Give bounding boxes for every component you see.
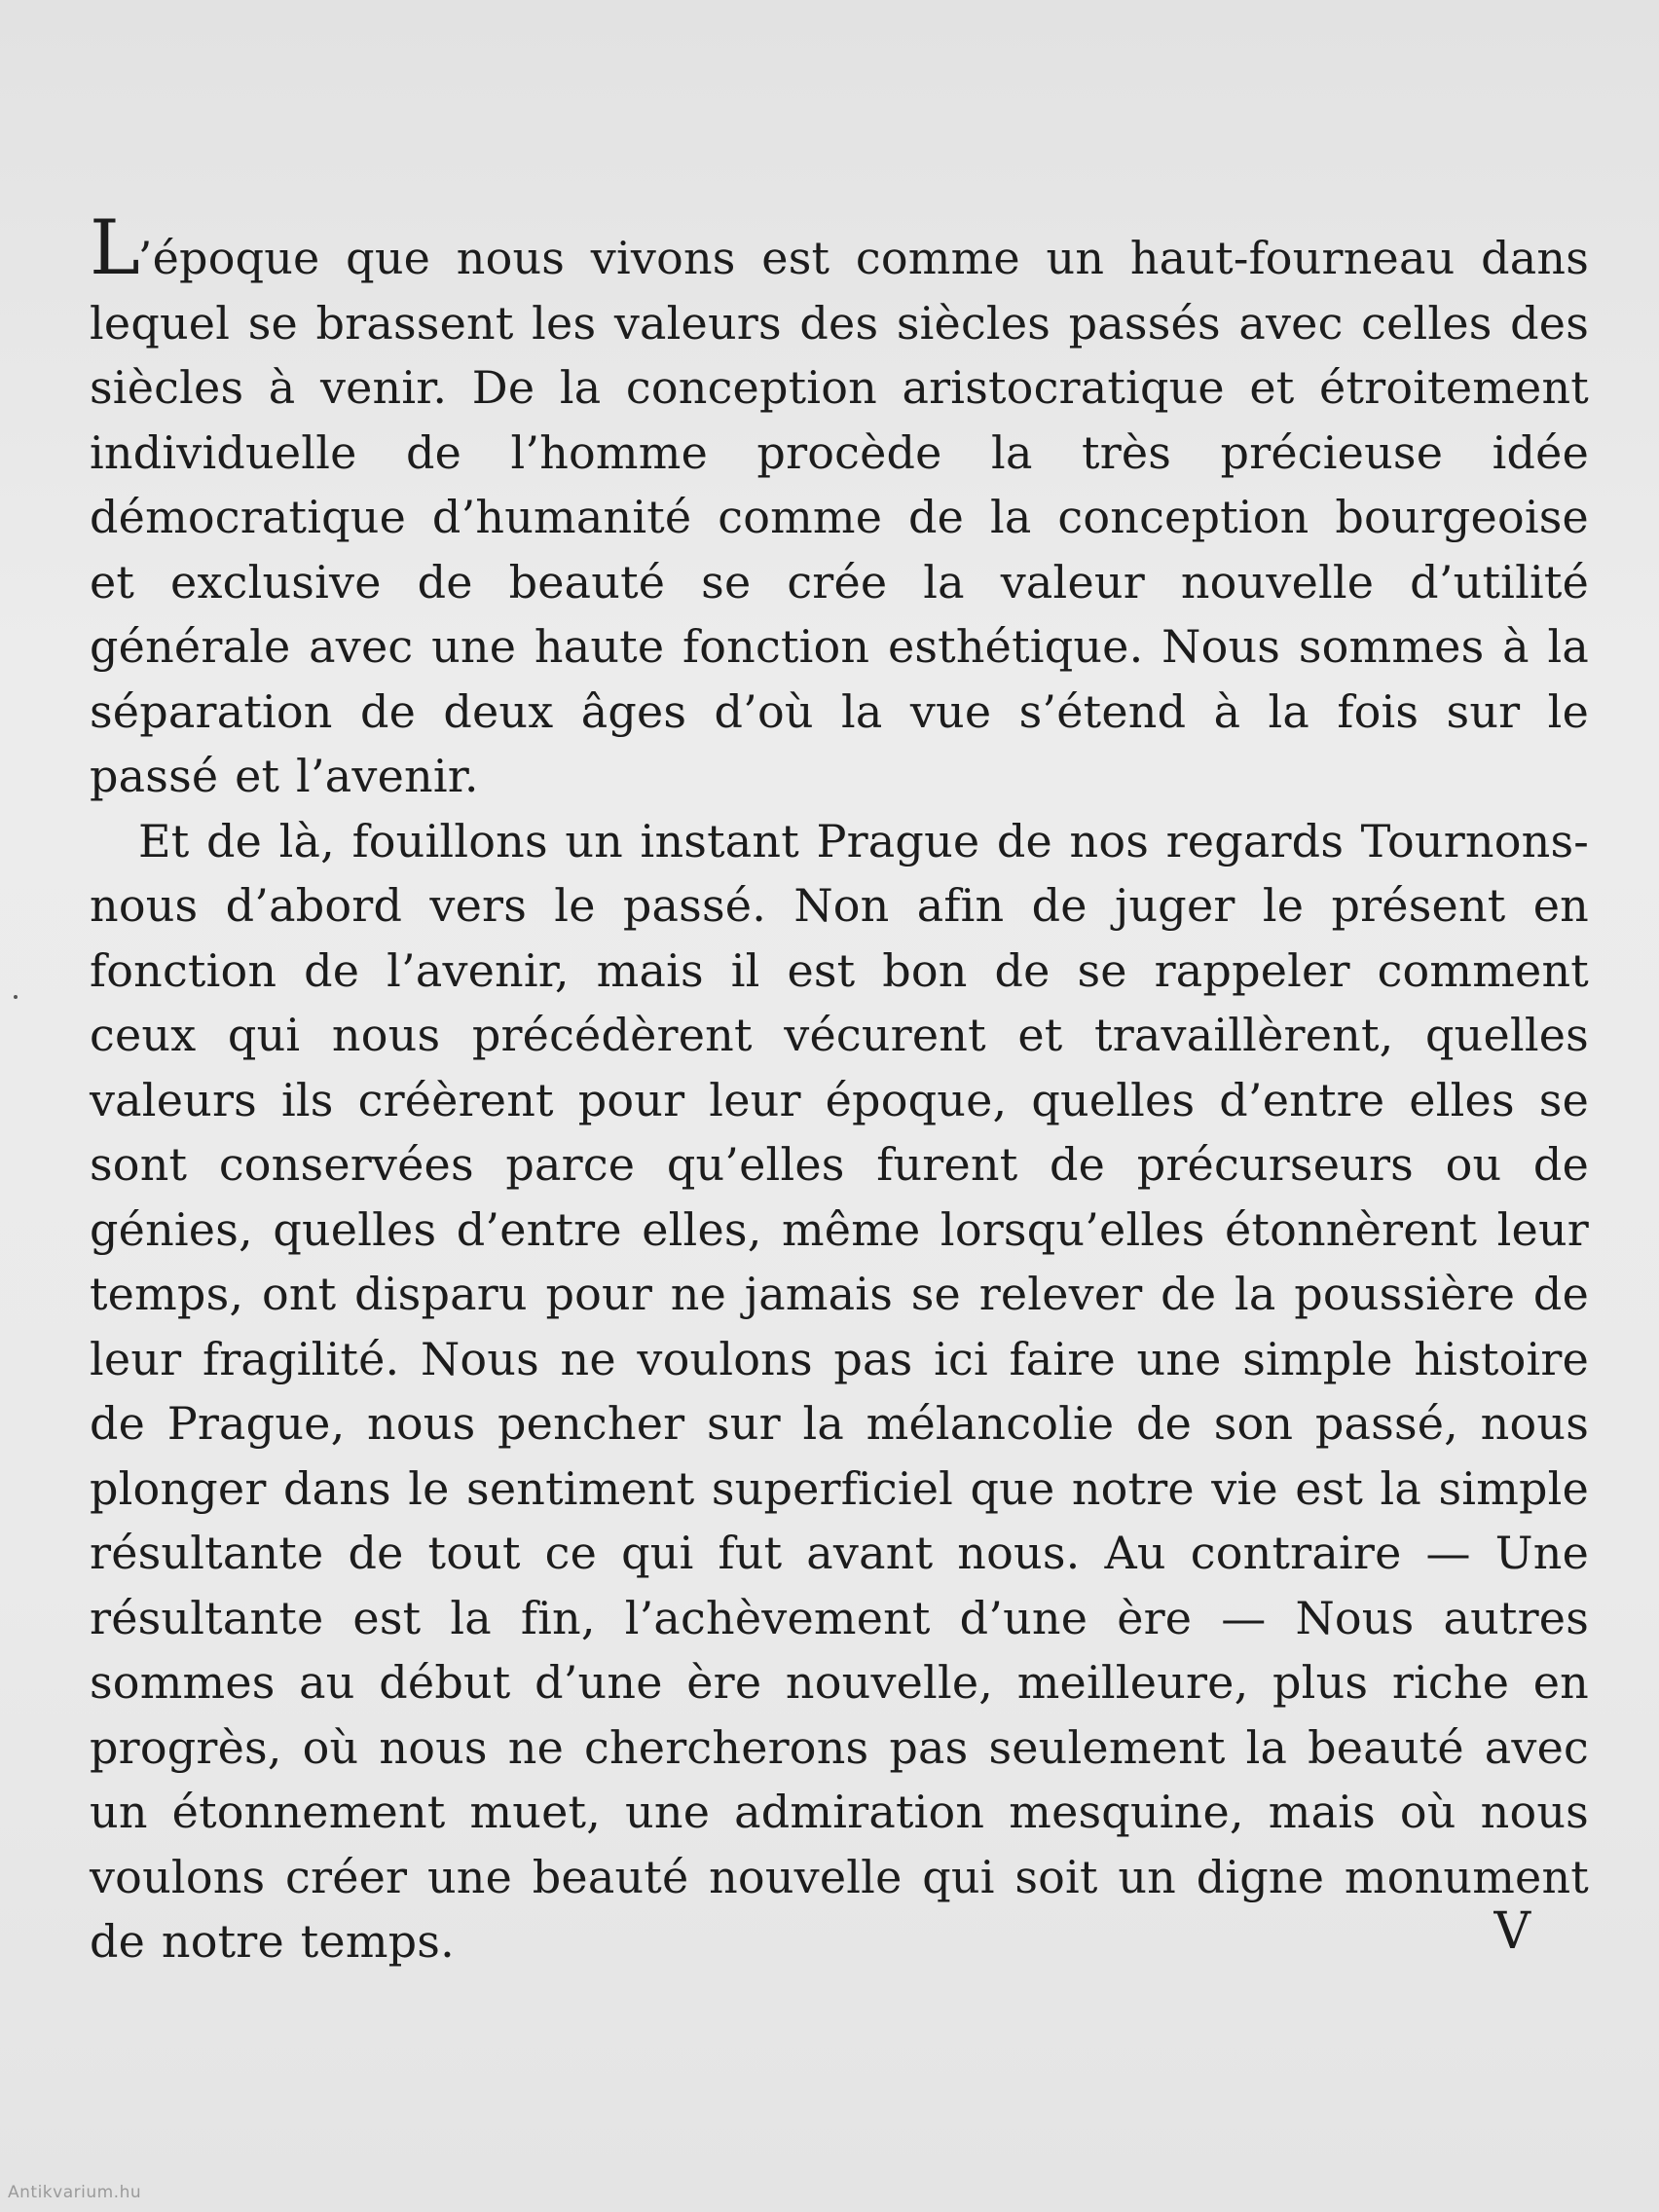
- paragraph-1-text: ’époque que nous vivons est comme un haut-fourneau dans lequel se brassent les valeurs des siècles passés avec celles des siècles à venir. De la conception aristocratique et étroitement individuelle de l’homme procède la très précieuse idée démocratique d’humanité comme de la conception bourgeoise et exclusive de beauté se crée la valeur nouvelle d’utilité générale avec une haute fonction esthétique. Nous sommes à la séparation de deux âges d’où la vue s’étend à la fois sur le passé et l’avenir.: [90, 232, 1589, 802]
- show-through-bleed: [0, 0, 1659, 185]
- paragraph-2: Et de là, fouillons un instant Prague de nos regards Tournons-nous d’abord vers le passé. Non afin de juger le présent en fonction de l’avenir, mais il est bon de se rappeler comment ceux qui nous précédèrent vécurent et travaillèrent, quelles valeurs ils créèrent pour leur époque, quelles d’entre elles se sont conservées parce qu’elles furent de précurseurs ou de génies, quelles d’entre elles, même lorsqu’elles étonnèrent leur temps, ont disparu pour ne jamais se relever de la poussière de leur fragilité. Nous ne voulons pas ici faire une simple histoire de Prague, nous pencher sur la mélancolie de son passé, nous plonger dans le sentiment superficiel que notre vie est la simple résultante de tout ce qui fut avant nous. Au contraire — Une résultante est la fin, l’achèvement d’une ère — Nous autres sommes au début d’une ère nouvelle, meilleure, plus riche en progrès, où nous ne chercherons pas seulement la beauté avec un étonnement muet, une admiration mesquine, mais où nous voulons créer une beauté nouvelle qui soit un digne monument de notre temps.: [90, 814, 1589, 1968]
- watermark: Antikvarium.hu: [8, 2183, 142, 2202]
- paper-speck: [14, 995, 18, 999]
- drop-cap: L: [90, 204, 138, 292]
- page-number: V: [1493, 1902, 1530, 1961]
- body-text: [90, 204, 1589, 1974]
- paragraph-1: [90, 204, 1589, 809]
